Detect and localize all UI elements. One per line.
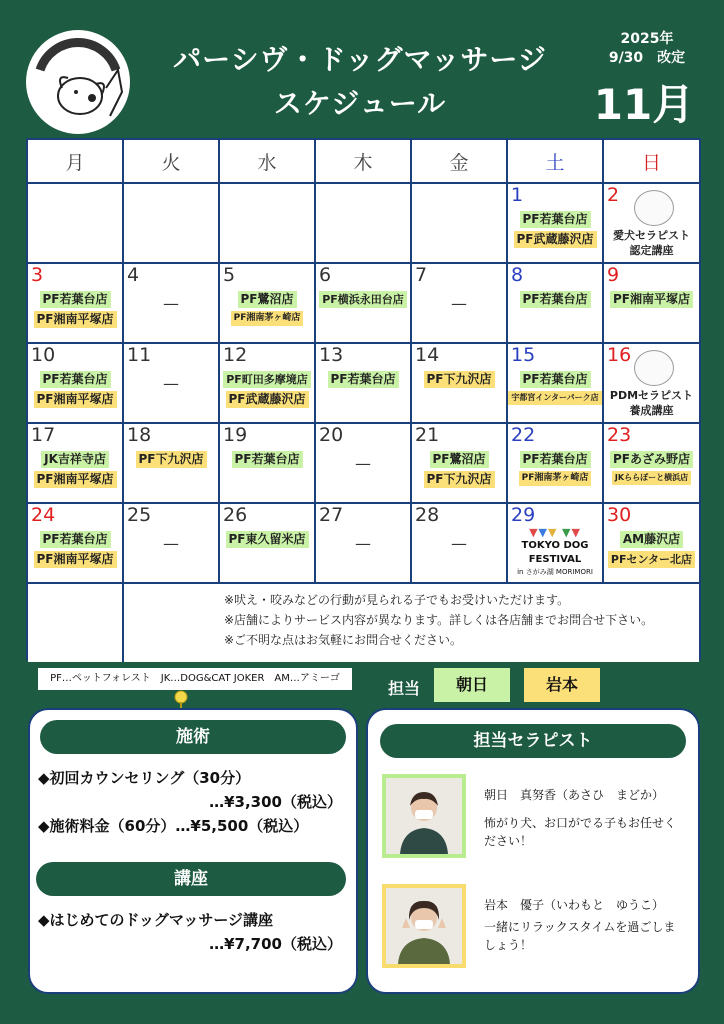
no-session-dash: — (163, 374, 179, 393)
store-badge: PF若葉台店 (520, 451, 591, 468)
bunting-icon: ▼▼▼ ▼▼ (529, 526, 581, 539)
staff-iwamoto-color: 岩本 (524, 668, 600, 702)
store-badge: PF武蔵藤沢店 (226, 391, 309, 408)
day-18 (124, 424, 220, 504)
day-26 (220, 504, 316, 584)
day-17 (28, 424, 124, 504)
therapist-iwamoto-message: 一緒にリラックスタイムを過ごしましょう！ (484, 920, 676, 952)
store-badge: PF若葉台店 (520, 291, 591, 308)
day-number: 12 (223, 344, 248, 366)
note-line: ※店舗によりサービス内容が異なります。詳しくは各店舗までお問合せ下さい。 (224, 613, 654, 627)
day-2 (604, 184, 699, 264)
therapist-asahi-message: 怖がり犬、お口がでる子もお任せください！ (484, 816, 677, 848)
therapists-panel (366, 708, 700, 994)
weekday-mon: 月 (28, 140, 124, 184)
therapist-iwamoto-photo (382, 884, 466, 968)
day-number: 22 (511, 424, 536, 446)
therapist-asahi-name: 朝日 真努香（あさひ まどか） (484, 788, 665, 802)
note-line: ※吠え・咬みなどの行動が見られる子でもお受けいただけます。 (224, 593, 570, 607)
day-5 (220, 264, 316, 344)
store-badge: PF鷺沼店 (430, 451, 489, 468)
store-badge: PF若葉台店 (40, 531, 111, 548)
day-8 (508, 264, 604, 344)
day-14 (412, 344, 508, 424)
festival-event (508, 526, 602, 578)
day-10 (28, 344, 124, 424)
day-15 (508, 344, 604, 424)
day-20 (316, 424, 412, 504)
day-9 (604, 264, 699, 344)
weekday-sun: 日 (604, 140, 699, 184)
day-number: 16 (607, 344, 632, 366)
day-number: 20 (319, 424, 344, 446)
weekday-sat: 土 (508, 140, 604, 184)
empty-day (28, 584, 124, 662)
day-24 (28, 504, 124, 584)
day-number: 26 (223, 504, 248, 526)
course-event: PDMセラピスト 養成講座 (609, 389, 694, 417)
day-number: 24 (31, 504, 56, 526)
day-25 (124, 504, 220, 584)
notes-list (224, 590, 653, 650)
weekday-tue: 火 (124, 140, 220, 184)
services-panel (28, 708, 358, 994)
store-badge: PF東久留米店 (226, 531, 309, 548)
revision-note (592, 30, 702, 68)
day-28 (412, 504, 508, 584)
day-number: 29 (511, 504, 536, 526)
treatment-heading: 施術 (40, 720, 346, 754)
day-22 (508, 424, 604, 504)
day-number: 4 (127, 264, 140, 286)
week-row-4 (28, 424, 699, 504)
festival-venue: in さがみ湖 MORIMORI (517, 568, 593, 576)
day-number: 5 (223, 264, 236, 286)
day-7 (412, 264, 508, 344)
store-badge: PF若葉台店 (328, 371, 399, 388)
store-badge: PF下九沢店 (136, 451, 207, 468)
weekday-fri: 金 (412, 140, 508, 184)
day-number: 8 (511, 264, 524, 286)
empty-day (28, 184, 124, 264)
note-line: ※ご不明な点はお気軽にお問合せください。 (224, 633, 463, 647)
course-price: …¥7,700（税込） (209, 935, 342, 953)
empty-day (412, 184, 508, 264)
store-abbreviations: PF…ペットフォレスト JK…DOG&CAT JOKER AM…アミーゴ (38, 668, 352, 690)
store-badge: PF若葉台店 (520, 211, 591, 228)
store-badge: JKららぽーと横浜店 (612, 471, 691, 485)
day-1 (508, 184, 604, 264)
store-badge: PF若葉台店 (40, 371, 111, 388)
month-label: 11月 (593, 80, 695, 129)
day-number: 27 (319, 504, 344, 526)
notes-row (28, 584, 699, 662)
day-21 (412, 424, 508, 504)
store-badge: PF町田多摩境店 (223, 371, 311, 388)
brand-logo (26, 30, 130, 134)
day-number: 15 (511, 344, 536, 366)
store-badge: PF湘南平塚店 (34, 471, 117, 488)
schedule-calendar (26, 138, 701, 660)
store-badge: PF若葉台店 (232, 451, 303, 468)
day-number: 10 (31, 344, 56, 366)
page-title (140, 38, 580, 126)
day-number: 11 (127, 344, 152, 366)
store-badge: PF湘南茅ヶ崎店 (519, 471, 592, 486)
no-session-dash: — (163, 294, 179, 313)
week-row-1 (28, 184, 699, 264)
course-heading: 講座 (36, 862, 346, 896)
store-badge: PF下九沢店 (424, 471, 495, 488)
weekday-header-row (28, 140, 699, 184)
day-number: 3 (31, 264, 44, 286)
store-badge: PFあざみ野店 (610, 451, 693, 468)
day-19 (220, 424, 316, 504)
day-number: 28 (415, 504, 440, 526)
therapist-asahi-photo (382, 774, 466, 858)
title-line-1: パーシヴ・ドッグマッサージ (173, 43, 547, 76)
empty-day (124, 584, 220, 662)
week-row-3 (28, 344, 699, 424)
day-number: 14 (415, 344, 440, 366)
store-badge: JK吉祥寺店 (41, 451, 109, 468)
day-number: 1 (511, 184, 524, 206)
no-session-dash: — (451, 294, 467, 313)
day-4 (124, 264, 220, 344)
store-badge: PF下九沢店 (424, 371, 495, 388)
store-badge: PF湘南平塚店 (34, 311, 117, 328)
festival-name-1: TOKYO DOG (521, 540, 589, 551)
weekday-wed: 水 (220, 140, 316, 184)
store-badge: PF湘南平塚店 (34, 551, 117, 568)
day-13 (316, 344, 412, 424)
day-3 (28, 264, 124, 344)
day-number: 19 (223, 424, 248, 446)
store-badge: PF湘南平塚店 (34, 391, 117, 408)
no-session-dash: — (355, 534, 371, 553)
week-row-5 (28, 504, 699, 584)
pushpin-icon (172, 690, 190, 708)
store-badge: 宇都宮インターパーク店 (508, 391, 601, 405)
store-badge: PF武蔵藤沢店 (514, 231, 597, 248)
no-session-dash: — (355, 454, 371, 473)
store-badge: PF若葉台店 (40, 291, 111, 308)
day-number: 18 (127, 424, 152, 446)
day-number: 21 (415, 424, 440, 446)
day-number: 30 (607, 504, 632, 526)
festival-name-2: FESTIVAL (528, 554, 582, 565)
day-number: 23 (607, 424, 632, 446)
day-30 (604, 504, 699, 584)
store-badge: PF湘南平塚店 (610, 291, 693, 308)
course-event: 愛犬セラピスト 認定講座 (613, 229, 690, 257)
day-11 (124, 344, 220, 424)
day-16 (604, 344, 699, 424)
therapists-heading: 担当セラピスト (380, 724, 686, 758)
day-number: 6 (319, 264, 332, 286)
empty-day (124, 184, 220, 264)
day-number: 17 (31, 424, 56, 446)
store-badge: PF湘南茅ヶ崎店 (231, 311, 304, 326)
title-line-2: スケジュール (273, 87, 447, 120)
therapist-iwamoto-name: 岩本 優子（いわもと ゆうこ） (484, 898, 665, 912)
day-12 (220, 344, 316, 424)
store-badge: PF横浜永田台店 (319, 291, 407, 308)
weekday-thu: 木 (316, 140, 412, 184)
day-number: 13 (319, 344, 344, 366)
service-price: …¥3,300（税込） (209, 793, 342, 811)
staff-legend-label: 担当 (388, 679, 421, 698)
store-badge: PF鷺沼店 (238, 291, 297, 308)
service-item: ◆施術料金（60分）…¥5,500（税込） (38, 817, 309, 835)
day-29 (508, 504, 604, 584)
staff-asahi-color: 朝日 (434, 668, 510, 702)
course-item: ◆はじめてのドッグマッサージ講座 (38, 911, 274, 929)
revision-year: 2025年 (620, 31, 674, 47)
empty-day (220, 184, 316, 264)
day-number: 7 (415, 264, 428, 286)
service-item: ◆初回カウンセリング（30分） (38, 769, 251, 787)
store-badge: PFセンター北店 (608, 551, 695, 568)
day-number: 2 (607, 184, 620, 206)
day-23 (604, 424, 699, 504)
course-logo-icon (634, 350, 674, 386)
day-6 (316, 264, 412, 344)
store-badge: AM藤沢店 (620, 531, 683, 548)
day-27 (316, 504, 412, 584)
no-session-dash: — (451, 534, 467, 553)
store-badge: PF若葉台店 (520, 371, 591, 388)
notes-cell (220, 584, 699, 662)
no-session-dash: — (163, 534, 179, 553)
revision-date: 9/30 改定 (608, 50, 686, 66)
week-row-2 (28, 264, 699, 344)
day-number: 9 (607, 264, 620, 286)
empty-day (316, 184, 412, 264)
course-logo-icon (634, 190, 674, 226)
day-number: 25 (127, 504, 152, 526)
